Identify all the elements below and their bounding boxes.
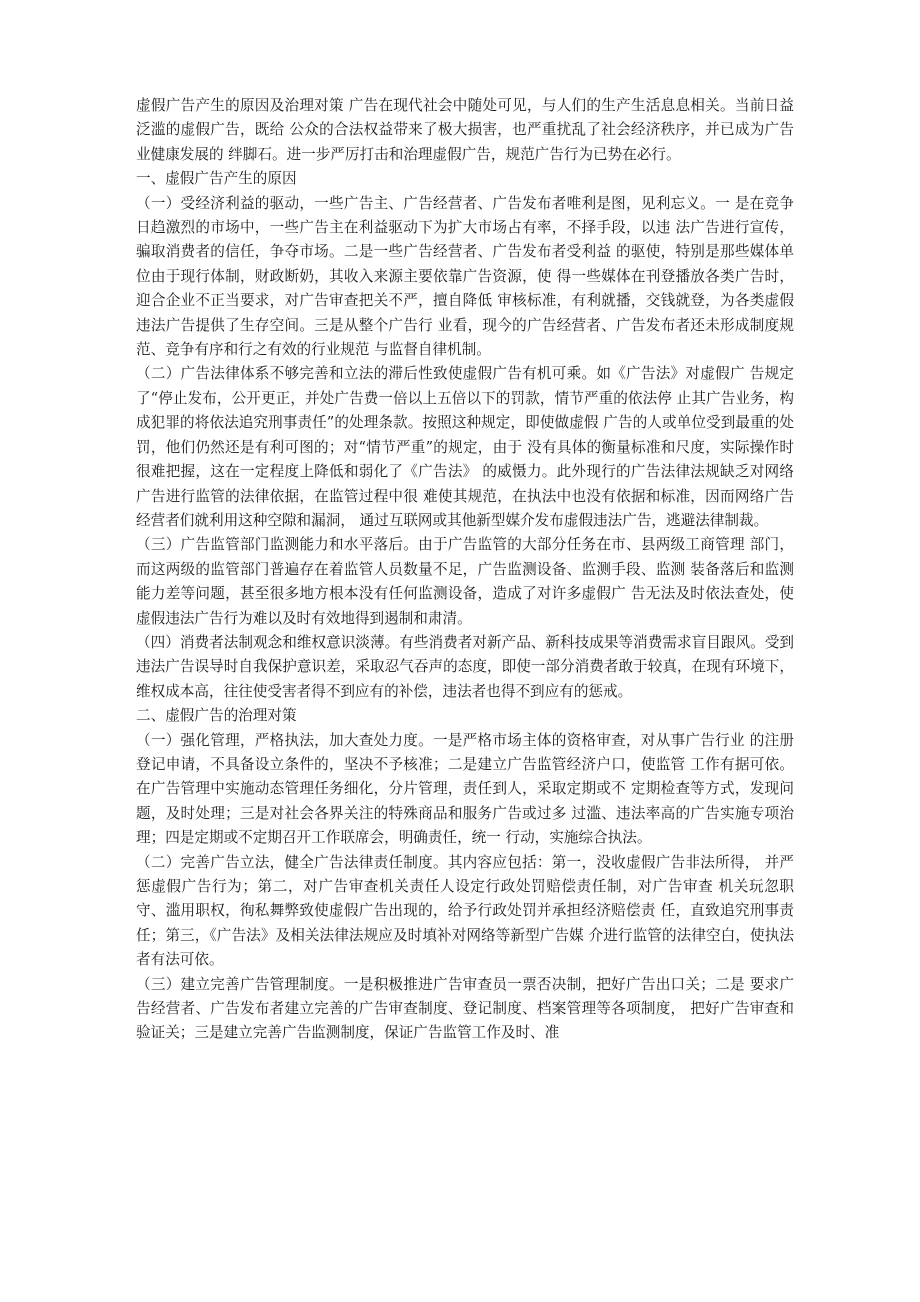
paragraph: （二）完善广告立法，健全广告法律责任制度。其内容应包括：第一，没收虚假广告非法所得， 并严惩虚假广告行为；第二，对广告审查机关责任人设定行政处罚赔偿责任制，对广告审查 机关玩忽职守、滥用职权，徇私舞弊致使虚假广告出现的，给予行政处罚并承担经济赔偿责 任，直致追究刑事责任；第三，《广告法》及相关法律法规应及时填补对网络等新型广告媒 介进行监管的法律空白，使执法者有法可依。 [136, 853, 794, 969]
document-body [136, 94, 794, 1046]
paragraph: （三）建立完善广告管理制度。一是积极推进广告审查员一票否决制，把好广告出口关；二是 要求广告经营者、广告发布者建立完善的广告审查制度、登记制度、档案管理等各项制度， 把好广告审查和验证关；三是建立完善广告监测制度，保证广告监管工作及时、准 [136, 975, 794, 1042]
section-heading-causes: 一、虚假广告产生的原因 [136, 170, 297, 188]
paragraph: （一）强化管理，严格执法，加大查处力度。一是严格市场主体的资格审查，对从事广告行业 的注册登记申请，不具备设立条件的，坚决不予核准；二是建立广告监管经济户口，使监管 工作有据可依。在广告管理中实施动态管理任务细化，分片管理，责任到人，采取定期或不 定期检查等方式，发现问题，及时处理；三是对社会各界关注的特殊商品和服务广告或过多 过滥、违法率高的广告实施专项治理；四是定期或不定期召开工作联席会，明确责任，统一 行动，实施综合执法。 [136, 731, 794, 847]
paragraph: （三）广告监管部门监测能力和水平落后。由于广告监管的大部分任务在市、县两级工商管理 部门，而这两级的监管部门普遍存在着监管人员数量不足，广告监测设备、监测手段、监测 装备落后和监测能力差等问题，甚至很多地方根本没有任何监测设备，造成了对许多虚假广 告无法及时依法查处，使虚假违法广告行为难以及时有效地得到遏制和肃清。 [136, 536, 794, 627]
section-heading-countermeasures: 二、虚假广告的治理对策 [136, 707, 297, 725]
intro-paragraph: 虚假广告产生的原因及治理对策 广告在现代社会中随处可见，与人们的生产生活息息相关。当前日益泛滥的虚假广告，既给 公众的合法权益带来了极大损害，也严重扰乱了社会经济秩序，并已成为广告业健康发展的 绊脚石。进一步严厉打击和治理虚假广告，规范广告行为已势在必行。 [136, 97, 794, 163]
paragraph: （一）受经济利益的驱动，一些广告主、广告经营者、广告发布者唯利是图，见利忘义。一 是在竞争日趋激烈的市场中，一些广告主在利益驱动下为扩大市场占有率，不择手段，以违 法广告进行宣传，骗取消费者的信任，争夺市场。二是一些广告经营者、广告发布者受利益 的驱使，特别是那些媒体单位由于现行体制，财政断奶，其收入来源主要依靠广告资源，使 得一些媒体在刊登播放各类广告时，迎合企业不正当要求，对广告审查把关不严，擅自降低 审核标准，有利就播，交钱就登，为各类虚假违法广告提供了生存空间。三是从整个广告行 业看，现今的广告经营者、广告发布者还未形成制度规范、竞争有序和行之有效的行业规范 与监督自律机制。 [136, 194, 794, 359]
paragraph: （四）消费者法制观念和维权意识淡薄。有些消费者对新产品、新科技成果等消费需求盲目跟风。受到违法广告误导时自我保护意识差，采取忍气吞声的态度，即使一部分消费者敢于较真，在现有环境下，维权成本高，往往使受害者得不到应有的补偿，违法者也得不到应有的惩戒。 [136, 633, 794, 700]
paragraph: （二）广告法律体系不够完善和立法的滞后性致使虚假广告有机可乘。如《广告法》对虚假广 告规定了“停止发布，公开更正，并处广告费一倍以上五倍以下的罚款，情节严重的依法停 止其广告业务，构成犯罪的将依法追究刑事责任”的处理条款。按照这种规定，即使做虚假 广告的人或单位受到最重的处罚，他们仍然还是有利可图的；对“情节严重”的规定，由于 没有具体的衡量标准和尺度，实际操作时很难把握，这在一定程度上降低和弱化了《广告法》 的威慑力。此外现行的广告法律法规缺乏对网络广告进行监管的法律依据，在监管过程中很 难使其规范，在执法中也没有依据和标准，因而网络广告经营者们就利用这种空隙和漏洞， 通过互联网或其他新型媒介发布虚假违法广告，逃避法律制裁。 [136, 365, 794, 529]
